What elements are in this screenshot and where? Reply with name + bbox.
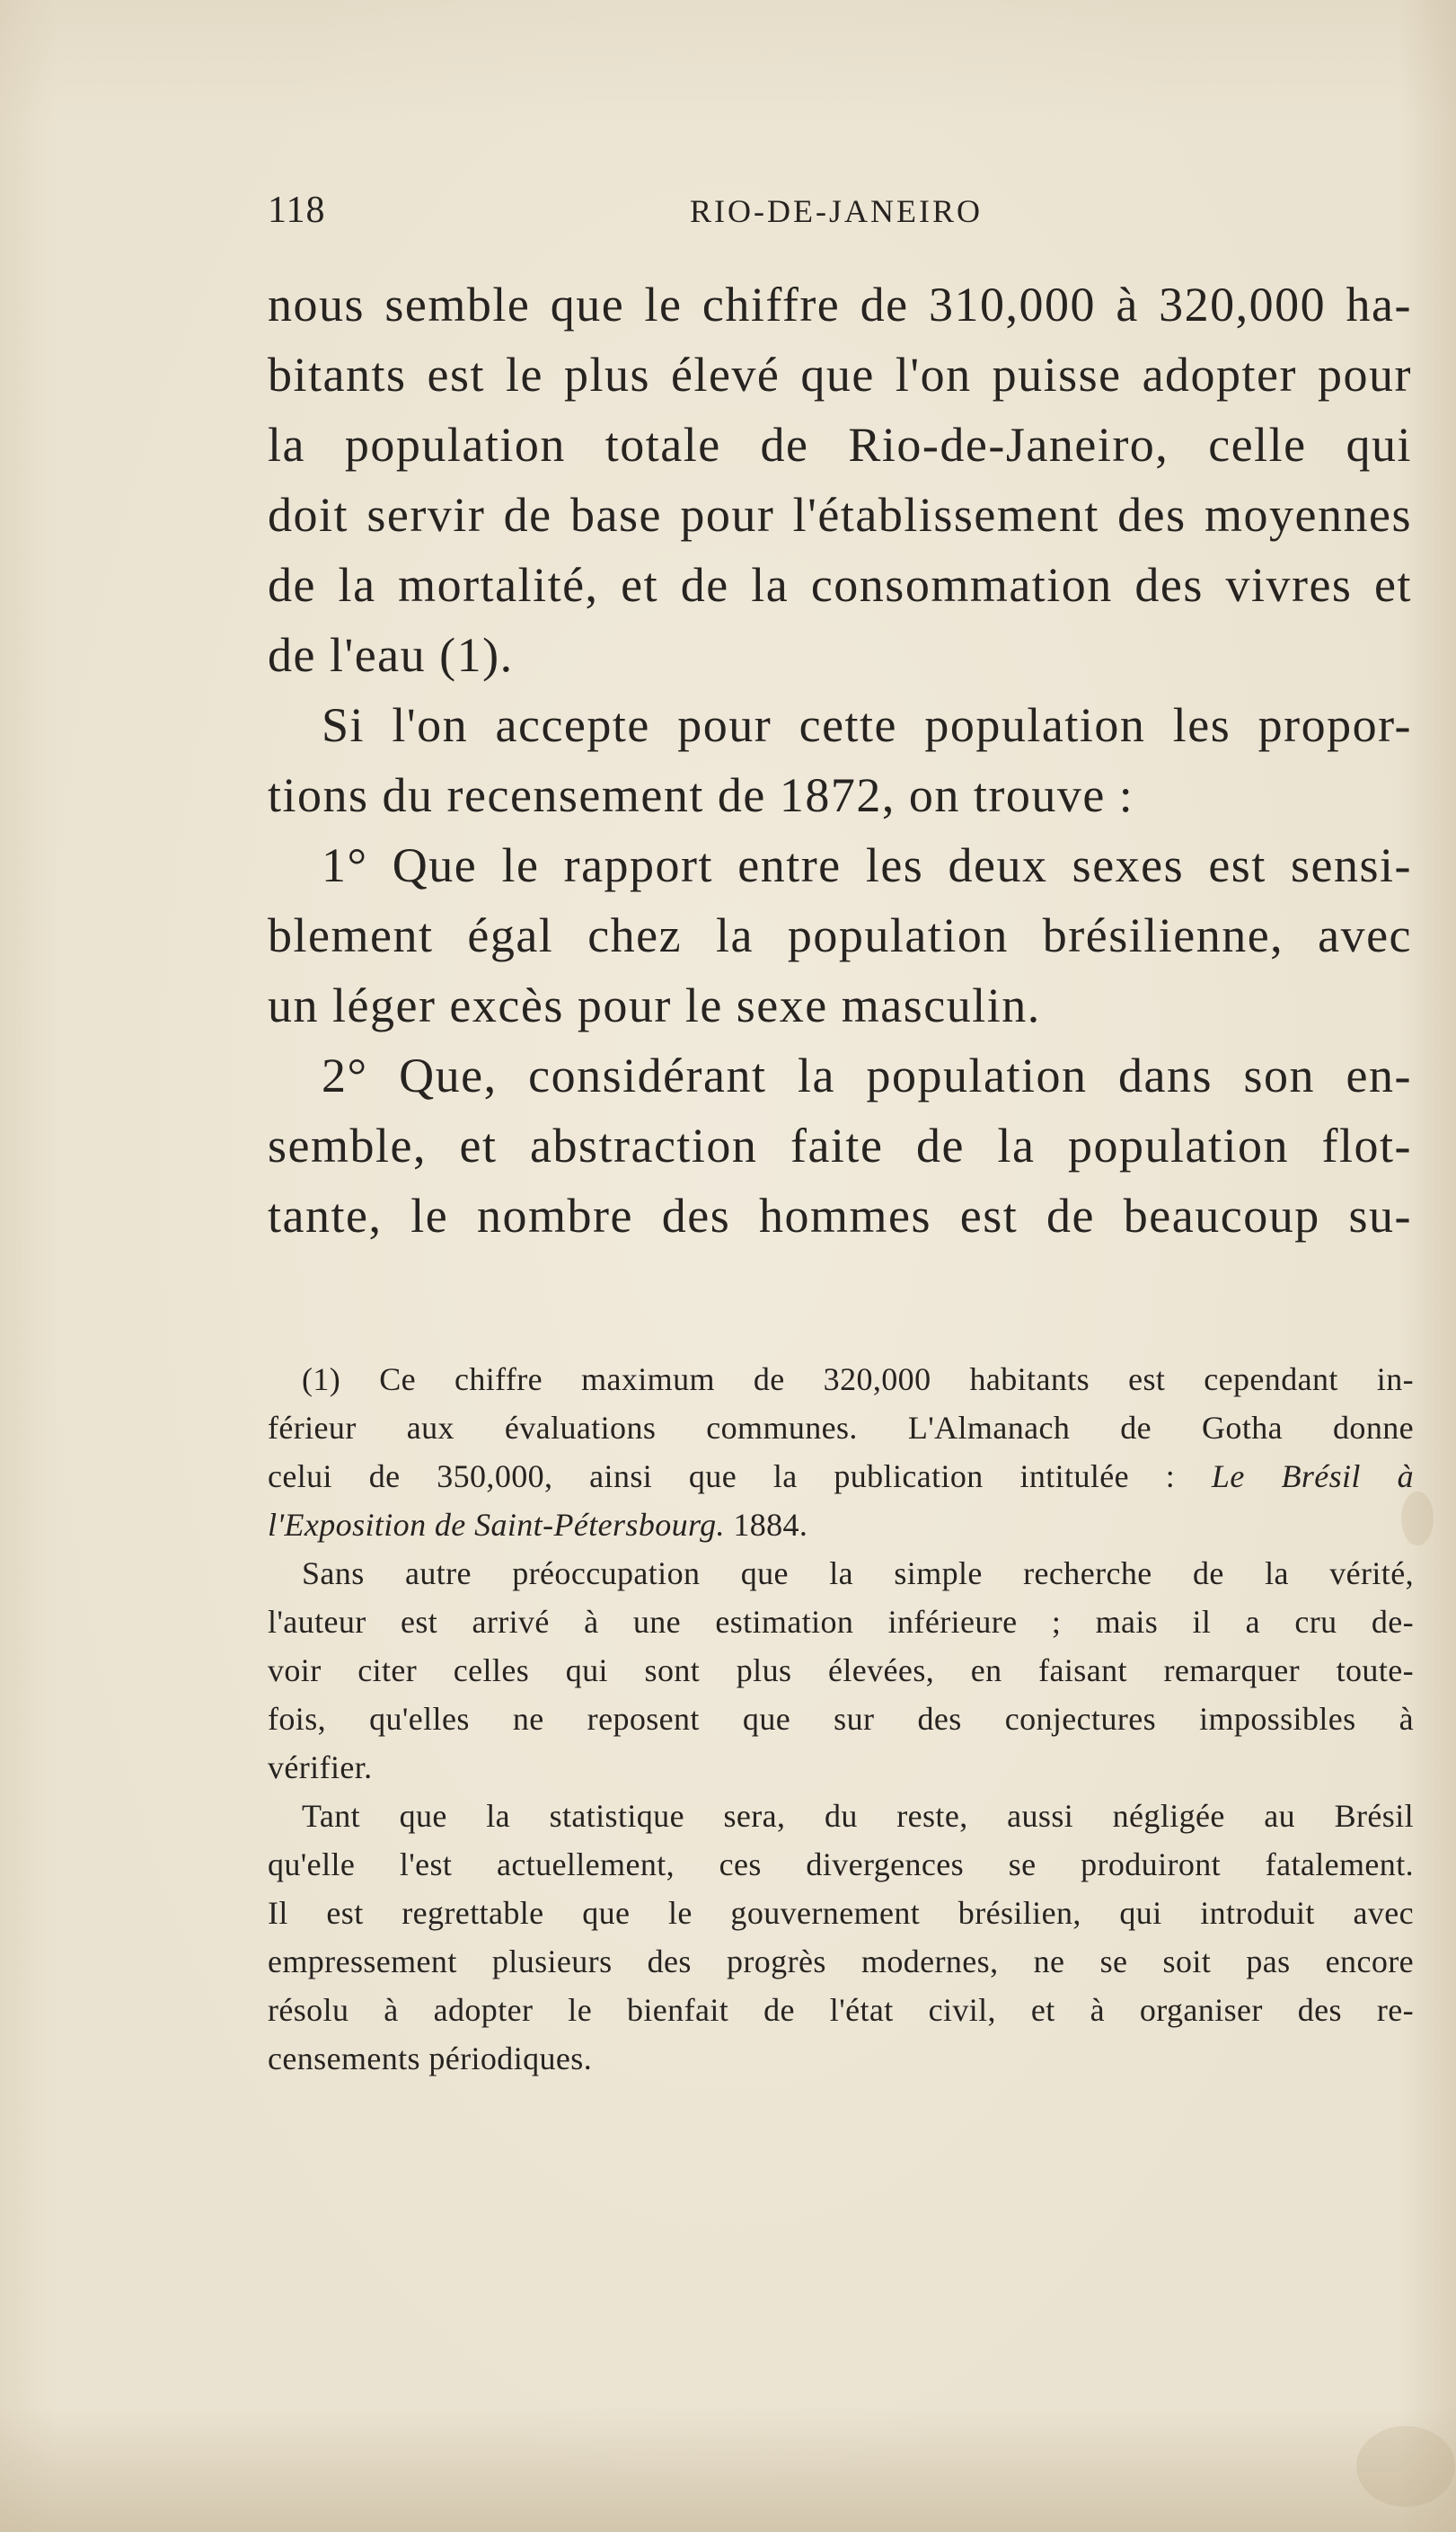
text-line: blement égal chez la population brésilienne, avec xyxy=(268,908,1412,962)
footnote-line: Tant que la statistique sera, du reste, aussi négligée au Brésil xyxy=(302,1798,1414,1834)
footnote-text: celui de 350,000, ainsi que la publication intitulée : xyxy=(268,1458,1176,1494)
paper-stain xyxy=(1356,2426,1455,2507)
text-line: doit servir de base pour l'établissement des moyennes xyxy=(268,488,1412,542)
main-text xyxy=(268,270,1412,1251)
text-line: semble, et abstraction faite de la population flot- xyxy=(268,1119,1412,1173)
footnote-line: l'auteur est arrivé à une estimation inférieure ; mais il a cru de- xyxy=(268,1604,1414,1640)
footnote-line: résolu à adopter le bienfait de l'état civil, et à organiser des re- xyxy=(268,1992,1414,2028)
footnote-line xyxy=(268,1501,1414,1549)
running-head xyxy=(268,189,1419,243)
footnote-line: férieur aux évaluations communes. L'Almanach de Gotha donne xyxy=(268,1410,1414,1446)
text-line: un léger excès pour le sexe masculin. xyxy=(268,978,1041,1032)
footnotes xyxy=(268,1355,1414,2083)
footnote-line: vérifier. xyxy=(268,1749,373,1785)
text-line: de la mortalité, et de la consommation des vivres et xyxy=(268,558,1412,612)
footnote-line: Il est regrettable que le gouvernement brésilien, qui introduit avec xyxy=(268,1895,1414,1931)
footnote-line: qu'elle l'est actuellement, ces divergences se produiront fatalement. xyxy=(268,1846,1414,1882)
footnote-line: fois, qu'elles ne reposent que sur des conjectures impossibles à xyxy=(268,1701,1414,1737)
text-line: 1° Que le rapport entre les deux sexes est sensi- xyxy=(322,838,1412,892)
footnote-line: (1) Ce chiffre maximum de 320,000 habitants est cependant in- xyxy=(302,1361,1414,1397)
text-line: de l'eau (1). xyxy=(268,628,514,682)
book-title-italic: Le Brésil à xyxy=(1211,1458,1414,1494)
footnote-line xyxy=(268,1452,1414,1501)
text-line: la population totale de Rio-de-Janeiro, celle qui xyxy=(268,418,1412,472)
footnote-line: Sans autre préoccupation que la simple recherche de la vérité, xyxy=(302,1555,1414,1591)
footnote-line: censements périodiques. xyxy=(268,2041,593,2076)
text-line: 2° Que, considérant la population dans son en- xyxy=(322,1049,1412,1102)
text-line: tante, le nombre des hommes est de beaucoup su- xyxy=(268,1189,1412,1243)
text-line: Si l'on accepte pour cette population les propor- xyxy=(322,698,1412,752)
footnote-line: voir citer celles qui sont plus élevées, en faisant remarquer toute- xyxy=(268,1652,1414,1688)
text-line: nous semble que le chiffre de 310,000 à 320,000 ha- xyxy=(268,278,1412,332)
book-title-italic: l'Exposition de Saint-Pétersbourg. xyxy=(268,1507,725,1543)
running-title: RIO-DE-JANEIRO xyxy=(690,193,983,229)
text-line: tions du recensement de 1872, on trouve : xyxy=(268,768,1134,822)
footnote-year: 1884. xyxy=(733,1507,808,1543)
text-line: bitants est le plus élevé que l'on puisse adopter pour xyxy=(268,348,1412,402)
footnote-line: empressement plusieurs des progrès modernes, ne se soit pas encore xyxy=(268,1943,1414,1979)
page-number: 118 xyxy=(268,190,326,231)
